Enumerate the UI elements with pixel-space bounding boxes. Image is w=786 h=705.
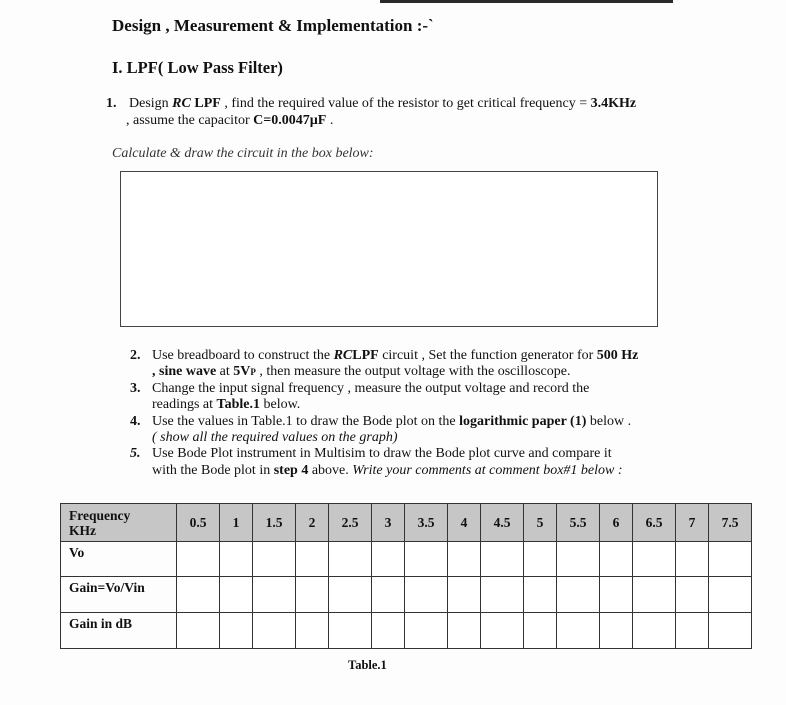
- measurement-cell[interactable]: [405, 577, 448, 613]
- frequency-cell: 5.5: [557, 504, 600, 542]
- table-row: [61, 613, 752, 649]
- measurement-cell[interactable]: [220, 542, 253, 577]
- measurement-cell[interactable]: [600, 542, 633, 577]
- measurement-cell[interactable]: [633, 613, 676, 649]
- measurement-cell[interactable]: [557, 542, 600, 577]
- measurement-cell[interactable]: [372, 613, 405, 649]
- measurement-cell[interactable]: [481, 542, 524, 577]
- frequency-cell: 7: [676, 504, 709, 542]
- measurement-cell[interactable]: [557, 613, 600, 649]
- item-1: 1. Design RC LPF , find the required value of the resistor to get critical frequency = 3.4KHz , assume the capacitor C=0.0047µF .: [106, 96, 637, 128]
- circuit-answer-box[interactable]: [120, 171, 658, 327]
- measurement-cell[interactable]: [405, 542, 448, 577]
- row-label: Vo: [61, 542, 177, 577]
- measurement-cell[interactable]: [177, 577, 220, 613]
- item-number: 1.: [106, 96, 117, 111]
- step-3: 3. Change the input signal frequency , measure the output voltage and record the readings at Table.1 below.: [130, 380, 590, 413]
- measurement-cell[interactable]: [177, 542, 220, 577]
- measurement-cell[interactable]: [524, 613, 557, 649]
- frequency-cell: 2.5: [329, 504, 372, 542]
- measurement-cell[interactable]: [676, 577, 709, 613]
- measurement-cell[interactable]: [372, 577, 405, 613]
- frequency-cell: 3.5: [405, 504, 448, 542]
- step-2: 2. Use breadboard to construct the RCLPF circuit , Set the function generator for 500 Hz , sine wave at 5VP , then measure the output voltage with the oscilloscope.: [130, 348, 639, 380]
- table-row: [61, 542, 752, 577]
- measurement-cell[interactable]: [253, 577, 296, 613]
- measurement-cell[interactable]: [296, 542, 329, 577]
- measurement-cell[interactable]: [600, 613, 633, 649]
- measurement-cell[interactable]: [524, 577, 557, 613]
- measurement-cell[interactable]: [709, 577, 752, 613]
- section-title: I. LPF( Low Pass Filter): [112, 58, 283, 77]
- calc-instruction: Calculate & draw the circuit in the box below:: [112, 146, 374, 161]
- steps-list: [130, 348, 638, 479]
- frequency-cell: 1.5: [253, 504, 296, 542]
- frequency-cell: 6: [600, 504, 633, 542]
- measurement-cell[interactable]: [253, 613, 296, 649]
- measurement-cell[interactable]: [296, 613, 329, 649]
- frequency-cell: 4.5: [481, 504, 524, 542]
- measurement-cell[interactable]: [481, 577, 524, 613]
- measurement-cell[interactable]: [253, 542, 296, 577]
- measurement-cell[interactable]: [448, 542, 481, 577]
- measurement-cell[interactable]: [220, 577, 253, 613]
- measurement-cell[interactable]: [709, 542, 752, 577]
- measurement-cell[interactable]: [177, 613, 220, 649]
- measurement-cell[interactable]: [329, 613, 372, 649]
- step-5: 5. Use Bode Plot instrument in Multisim to draw the Bode plot curve and compare it with the Bode plot in step 4 above. Write your comments at comment box#1 below :: [130, 446, 623, 478]
- measurement-cell[interactable]: [709, 613, 752, 649]
- frequency-cell: 7.5: [709, 504, 752, 542]
- measurement-cell[interactable]: [676, 542, 709, 577]
- measurement-cell[interactable]: [633, 577, 676, 613]
- frequency-header: Frequency KHz: [61, 504, 177, 542]
- frequency-cell: 0.5: [177, 504, 220, 542]
- row-label: Gain=Vo/Vin: [61, 577, 177, 613]
- measurement-cell[interactable]: [448, 577, 481, 613]
- measurement-cell[interactable]: [676, 613, 709, 649]
- measurement-cell[interactable]: [372, 542, 405, 577]
- measurement-cell[interactable]: [329, 577, 372, 613]
- frequency-cell: 6.5: [633, 504, 676, 542]
- measurement-cell[interactable]: [557, 577, 600, 613]
- measurement-cell[interactable]: [633, 542, 676, 577]
- row-label: Gain in dB: [61, 613, 177, 649]
- table-header-row: [61, 504, 752, 542]
- step-4: 4. Use the values in Table.1 to draw the Bode plot on the logarithmic paper (1) below . ( show all the required values on the graph): [130, 413, 632, 446]
- measurement-cell[interactable]: [329, 542, 372, 577]
- measurement-cell[interactable]: [220, 613, 253, 649]
- table-caption: Table.1: [348, 658, 387, 672]
- measurement-cell[interactable]: [405, 613, 448, 649]
- frequency-cell: 4: [448, 504, 481, 542]
- top-rule: [380, 0, 673, 3]
- frequency-cell: 5: [524, 504, 557, 542]
- frequency-cell: 2: [296, 504, 329, 542]
- frequency-cell: 3: [372, 504, 405, 542]
- frequency-cell: 1: [220, 504, 253, 542]
- measurement-table: [60, 503, 752, 649]
- table-row: [61, 577, 752, 613]
- measurement-cell[interactable]: [524, 542, 557, 577]
- measurement-cell[interactable]: [448, 613, 481, 649]
- page-heading: Design , Measurement & Implementation :-`: [112, 16, 434, 35]
- measurement-cell[interactable]: [600, 577, 633, 613]
- measurement-cell[interactable]: [296, 577, 329, 613]
- measurement-cell[interactable]: [481, 613, 524, 649]
